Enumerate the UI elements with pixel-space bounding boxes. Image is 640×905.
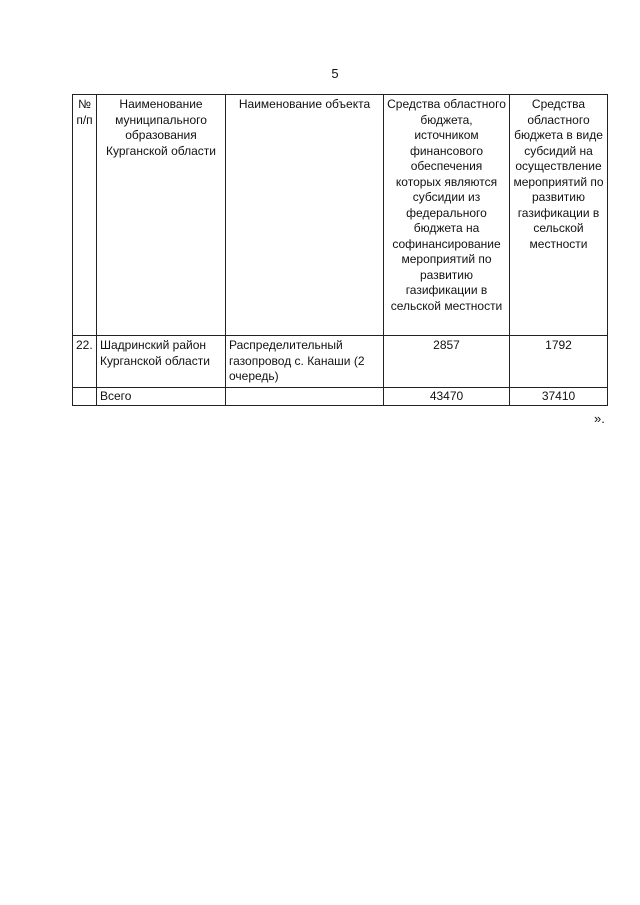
- page-number: 5: [331, 66, 339, 81]
- row-federal-subsidy-funds: 2857: [384, 336, 510, 388]
- row-municipality: Шадринский район Курганской области: [97, 336, 226, 388]
- row-regional-subsidy-funds: 1792: [510, 336, 608, 388]
- total-label: Всего: [97, 387, 226, 406]
- table-row: [73, 336, 608, 388]
- header-num: № п/п: [73, 95, 97, 336]
- total-regional-subsidy-funds: 37410: [510, 387, 608, 406]
- row-object: Распределительный газопровод с. Канаши (2 очередь): [226, 336, 384, 388]
- total-federal-subsidy-funds: 43470: [384, 387, 510, 406]
- header-regional-subsidy-funds: Средства областного бюджета в виде субсидий на осуществление мероприятий по развитию газификации в сельской местности: [510, 95, 608, 336]
- closing-quote-mark: ».: [594, 411, 605, 426]
- gasification-funding-table: [72, 94, 608, 406]
- table-total-row: [73, 387, 608, 406]
- table-header-row: [73, 95, 608, 336]
- row-num: 22.: [73, 336, 97, 388]
- header-federal-subsidy-funds: Средства областного бюджета, источником финансового обеспечения которых являются субсидии из федерального бюджета на софинансирование мероприятий по развитию газификации в сельской местности: [384, 95, 510, 336]
- header-object: Наименование объекта: [226, 95, 384, 336]
- total-object: [226, 387, 384, 406]
- header-municipality: Наименование муниципального образования Курганской области: [97, 95, 226, 336]
- total-num: [73, 387, 97, 406]
